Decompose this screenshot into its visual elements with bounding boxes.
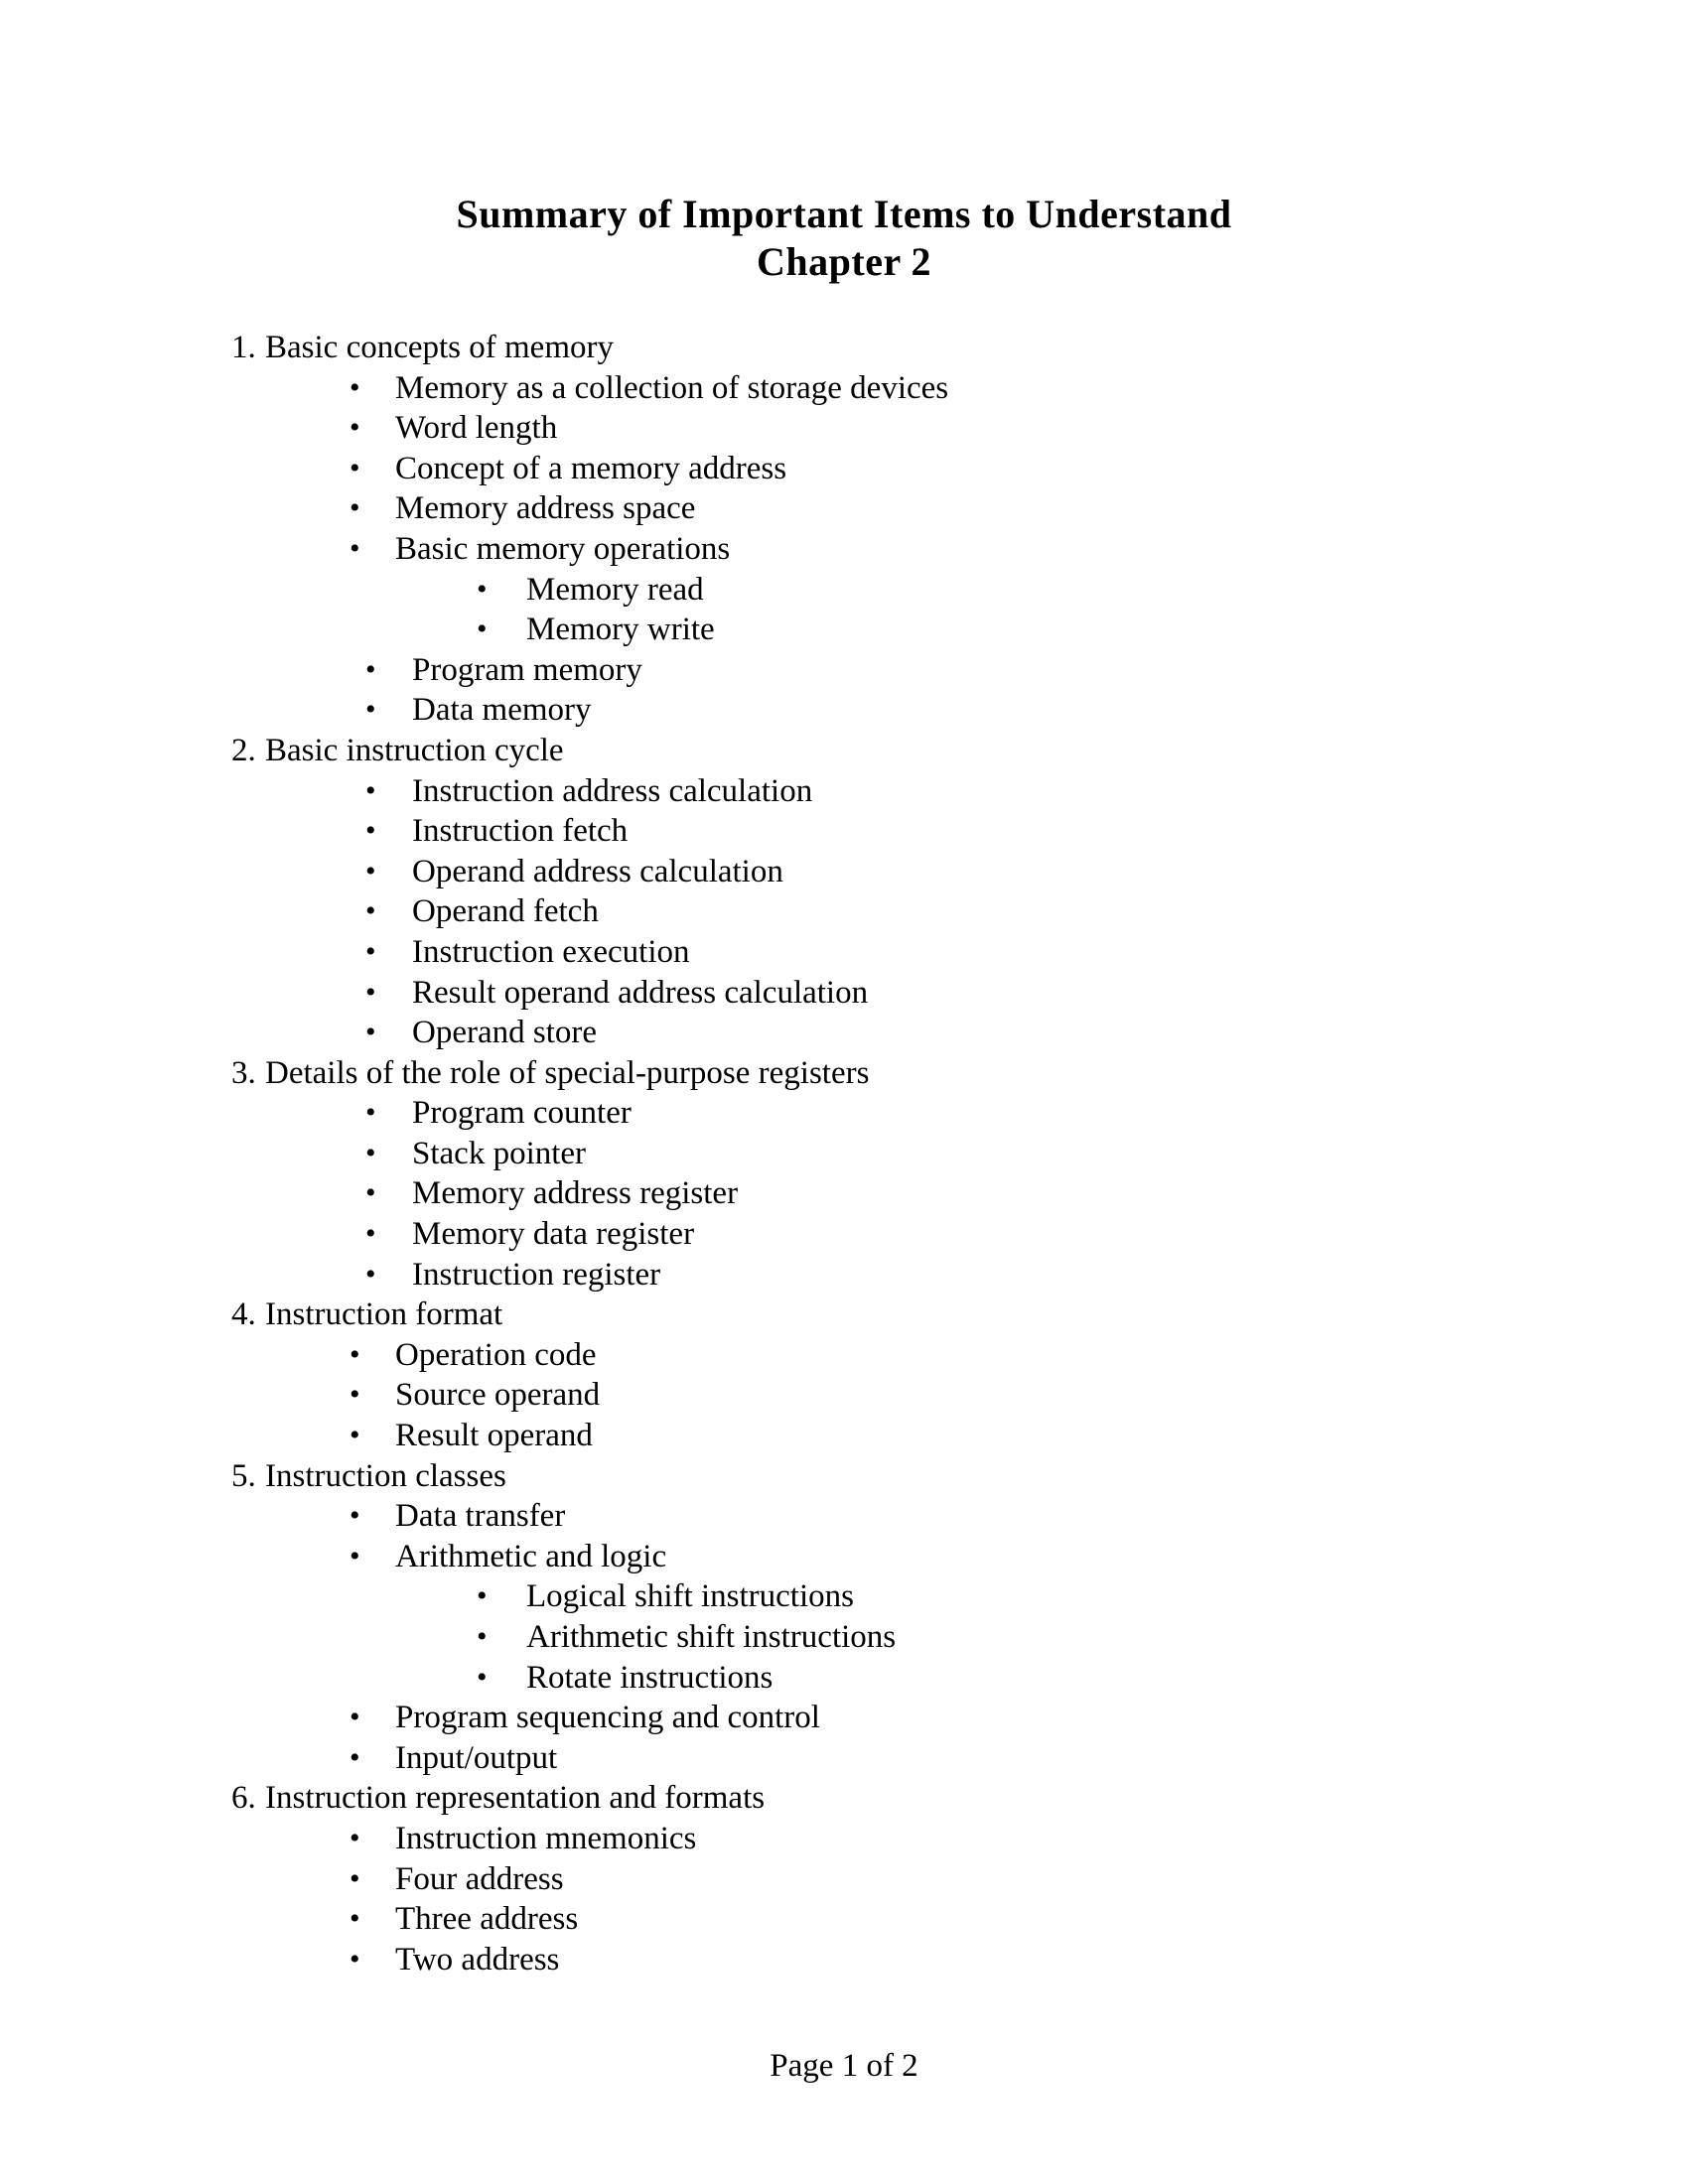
list-item (0, 610, 1688, 650)
section-number: 3. (231, 1054, 256, 1091)
list-item (0, 1134, 1688, 1174)
section-heading (0, 1295, 1688, 1335)
bullet-icon: • (350, 1499, 360, 1533)
section-heading (0, 1053, 1688, 1094)
list-item-text: Stack pointer (412, 1135, 587, 1171)
bullet-icon: • (350, 1902, 360, 1936)
bullet-icon: • (365, 652, 376, 686)
list-item (0, 891, 1688, 932)
bullet-icon: • (365, 854, 376, 887)
list-item-text: Program counter (412, 1095, 632, 1132)
list-item-text: Memory address space (395, 490, 696, 527)
list-item-text: Three address (395, 1901, 579, 1938)
list-item (0, 1576, 1688, 1617)
bullet-icon: • (365, 693, 376, 727)
bullet-icon: • (365, 773, 376, 807)
bullet-icon: • (365, 1257, 376, 1291)
list-item-text: Operand fetch (412, 893, 599, 930)
section-title: Basic instruction cycle (265, 732, 564, 768)
bullet-icon: • (365, 894, 376, 928)
list-item-text: Operand store (412, 1015, 598, 1051)
document-title (0, 191, 1688, 286)
list-item (0, 771, 1688, 812)
list-item (0, 408, 1688, 449)
list-item-text: Arithmetic shift instructions (526, 1619, 897, 1655)
list-item-text: Memory read (526, 571, 704, 608)
list-item-text: Four address (395, 1860, 564, 1897)
bullet-icon: • (477, 1579, 488, 1613)
section-heading (0, 1778, 1688, 1819)
list-item-text: Program memory (412, 651, 642, 688)
section-number: 1. (231, 330, 256, 365)
list-item-text: Memory as a collection of storage devices (395, 369, 949, 406)
list-item-text: Operation code (395, 1336, 597, 1373)
list-item (0, 1537, 1688, 1577)
list-item (0, 1416, 1688, 1456)
list-item-text: Rotate instructions (526, 1659, 774, 1696)
section-number: 4. (231, 1297, 256, 1333)
list-item (0, 1013, 1688, 1053)
list-item-text: Result operand address calculation (412, 974, 869, 1011)
section-title: Details of the role of special-purpose registers (265, 1054, 870, 1091)
list-item-text: Source operand (395, 1377, 601, 1414)
list-item-text: Instruction register (412, 1256, 661, 1293)
list-item (0, 1173, 1688, 1214)
section-heading (0, 731, 1688, 771)
list-item-text: Word length (395, 410, 558, 447)
bullet-icon: • (365, 1176, 376, 1210)
bullet-icon: • (350, 1821, 360, 1854)
section-heading (0, 328, 1688, 368)
bullet-icon: • (350, 1861, 360, 1895)
list-item-text: Instruction address calculation (412, 772, 813, 809)
list-item (0, 449, 1688, 489)
bullet-icon: • (350, 370, 360, 404)
bullet-icon: • (350, 531, 360, 565)
list-item (0, 1496, 1688, 1537)
list-item (0, 932, 1688, 973)
list-item-text: Two address (395, 1941, 560, 1978)
bullet-icon: • (477, 572, 488, 606)
bullet-icon: • (350, 1740, 360, 1774)
list-item (0, 1658, 1688, 1699)
bullet-icon: • (477, 1620, 488, 1653)
list-item (0, 1214, 1688, 1255)
list-item (0, 852, 1688, 892)
list-item-text: Logical shift instructions (526, 1578, 854, 1615)
section-title: Instruction classes (265, 1457, 506, 1494)
outline-list (0, 328, 1688, 1979)
title-line-2: Chapter 2 (757, 239, 931, 284)
list-item (0, 1859, 1688, 1900)
bullet-icon: • (350, 491, 360, 525)
list-item-text: Memory write (526, 612, 715, 648)
bullet-icon: • (350, 1337, 360, 1371)
list-item-text: Program sequencing and control (395, 1700, 820, 1736)
list-item (0, 1093, 1688, 1134)
bullet-icon: • (477, 1660, 488, 1694)
list-item (0, 650, 1688, 691)
list-item (0, 1940, 1688, 1980)
list-item (0, 973, 1688, 1014)
bullet-icon: • (365, 934, 376, 968)
list-item-text: Result operand (395, 1418, 593, 1454)
page-footer: Page 1 of 2 (770, 2048, 918, 2084)
bullet-icon: • (350, 1701, 360, 1734)
list-item (0, 1899, 1688, 1940)
list-item-text: Memory data register (412, 1216, 695, 1253)
bullet-icon: • (365, 814, 376, 848)
list-item (0, 368, 1688, 409)
list-item (0, 570, 1688, 611)
list-item (0, 811, 1688, 852)
list-item (0, 1335, 1688, 1376)
bullet-icon: • (350, 1419, 360, 1452)
list-item-text: Data transfer (395, 1498, 566, 1535)
bullet-icon: • (365, 1096, 376, 1130)
list-item-text: Instruction execution (412, 933, 690, 970)
bullet-icon: • (350, 1942, 360, 1976)
list-item (0, 1375, 1688, 1416)
list-item (0, 1698, 1688, 1738)
section-number: 2. (231, 732, 256, 768)
list-item-text: Input/output (395, 1739, 558, 1776)
bullet-icon: • (350, 451, 360, 484)
bullet-icon: • (365, 1217, 376, 1251)
title-line-1: Summary of Important Items to Understand (456, 192, 1232, 236)
bullet-icon: • (350, 1539, 360, 1572)
list-item-text: Concept of a memory address (395, 450, 787, 486)
section-number: 6. (231, 1780, 256, 1817)
list-item-text: Basic memory operations (395, 530, 731, 567)
section-title: Basic concepts of memory (265, 330, 614, 365)
section-number: 5. (231, 1457, 256, 1494)
bullet-icon: • (365, 1016, 376, 1049)
list-item (0, 488, 1688, 529)
list-item (0, 1819, 1688, 1859)
list-item-text: Arithmetic and logic (395, 1538, 667, 1574)
list-item (0, 1738, 1688, 1779)
bullet-icon: • (350, 1378, 360, 1412)
list-item-text: Data memory (412, 692, 592, 729)
list-item-text: Instruction fetch (412, 813, 629, 850)
list-item (0, 690, 1688, 731)
section-title: Instruction format (265, 1297, 503, 1333)
bullet-icon: • (365, 975, 376, 1009)
list-item (0, 1255, 1688, 1296)
list-item-text: Memory address register (412, 1175, 739, 1212)
list-item-text: Instruction mnemonics (395, 1820, 697, 1856)
section-title: Instruction representation and formats (265, 1780, 766, 1817)
bullet-icon: • (350, 411, 360, 445)
list-item (0, 1617, 1688, 1658)
section-heading (0, 1456, 1688, 1497)
list-item-text: Operand address calculation (412, 853, 783, 889)
list-item (0, 529, 1688, 570)
bullet-icon: • (365, 1136, 376, 1169)
bullet-icon: • (477, 613, 488, 646)
